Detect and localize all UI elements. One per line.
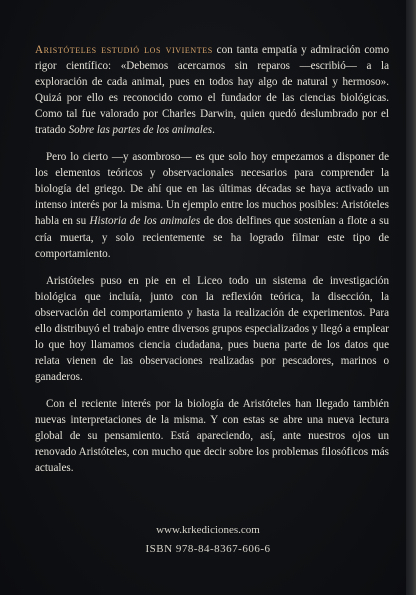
paragraph-1-body: con tanta empatía y admiración como rigor científico: «Debemos acercarnos sin reparos —escribió— a la exploración de cada animal, pues en todos hay algo de natural y hermoso». Quizá por ello es reconocido como el fundador de las ciencias biológicas. Como tal fue valorado por Charles Darwin, quien quedó deslumbrado por el tratado bbox=[35, 44, 389, 137]
publisher-website: www.krkediciones.com bbox=[156, 524, 260, 536]
publisher-footer bbox=[0, 521, 416, 559]
blurb-text bbox=[35, 42, 389, 487]
paragraph-2 bbox=[35, 149, 389, 261]
paragraph-2-tail: de dos delfines que sostenían a flote a su cría muerta, y solo recientemente se ha logrado filmar este tipo de comportamiento. bbox=[35, 215, 389, 260]
paragraph-4: Con el reciente interés por la biología de Aristóteles han llegado también nuevas interpretaciones de la misma. Y con estas se abre una nueva lectura global de su pensamiento. Está apareciendo, así, ante nuestros ojos un renovado Aristóteles, con mucho que decir sobre los problemas filosóficos más actuales. bbox=[35, 397, 389, 475]
isbn-number: ISBN 978-84-8367-606-6 bbox=[145, 543, 271, 555]
paragraph-1 bbox=[35, 42, 389, 138]
book-title-historia: Historia de los animales bbox=[89, 215, 201, 228]
paragraph-1-end: . bbox=[212, 124, 215, 137]
spine-edge bbox=[406, 0, 416, 595]
paragraph-2-body: Pero lo cierto —y asombroso— es que solo hoy empezamos a disponer de los elementos teóricos y observacionales necesarios para comprender la biología del griego. De ahí que en las últimas décadas se haya activado un intenso interés por la misma. Un ejemplo entre los muchos posibles: Aristóteles habla en su bbox=[35, 151, 389, 228]
paragraph-3: Aristóteles puso en pie en el Liceo todo un sistema de investigación biológica que incluía, junto con la reflexión teórica, la disección, la observación del comportamiento y hasta la realización de experimentos. Para ello distribuyó el trabajo entre diversos grupos especializados y llegó a emplear lo que hoy llamamos ciencia ciudadana, pues buena parte de los datos que relata vienen de las observaciones realizadas por pescadores, marinos o ganaderos. bbox=[35, 274, 389, 383]
book-title-partes: Sobre las partes de los animales bbox=[68, 124, 213, 137]
lead-in-text: Aristóteles estudió los vivientes bbox=[35, 44, 213, 56]
